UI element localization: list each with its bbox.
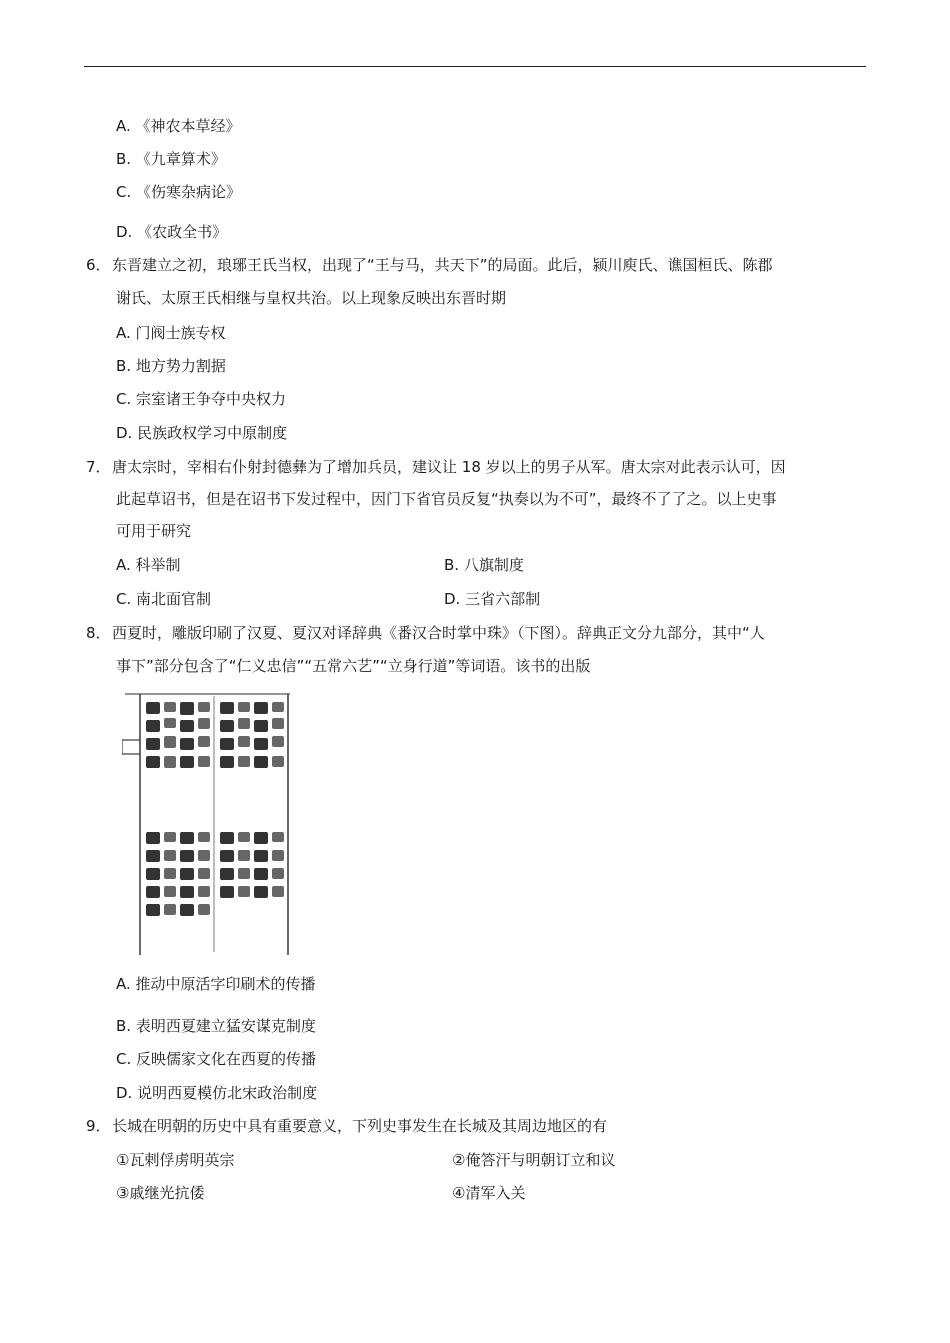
q8-option-c[interactable]: C. 反映儒家文化在西夏的传播 — [116, 1050, 317, 1068]
q6-stem-line1: 东晋建立之初，琅琊王氏当权，出现了“王与马，共天下”的局面。此后，颍川庾氏、谯国桓氏、陈郡 — [112, 256, 773, 274]
q6-option-b[interactable]: B. 地方势力割据 — [116, 357, 226, 375]
q9-number: 9． — [86, 1117, 111, 1135]
header-rule — [84, 66, 866, 67]
q5-option-c[interactable]: C. 《伤寒杂病论》 — [116, 183, 242, 201]
q8-option-a[interactable]: A. 推动中原活字印刷术的传播 — [116, 975, 316, 993]
q9-item-4: ④清军入关 — [452, 1184, 526, 1202]
q7-number: 7． — [86, 458, 111, 476]
q6-stem-line2: 谢氏、太原王氏相继与皇权共治。以上现象反映出东晋时期 — [116, 289, 507, 307]
q6-number: 6． — [86, 256, 111, 274]
dictionary-page-figure — [122, 690, 292, 958]
q5-option-b[interactable]: B. 《九章算术》 — [116, 150, 226, 168]
q5-option-d[interactable]: D. 《农政全书》 — [116, 223, 228, 241]
q9-item-2: ②俺答汗与明朝订立和议 — [452, 1151, 616, 1169]
q7-option-d[interactable]: D. 三省六部制 — [444, 590, 541, 608]
q8-stem-line2: 事下”部分包含了“仁义忠信”“五常六艺”“立身行道”等词语。该书的出版 — [116, 657, 591, 675]
q8-option-b[interactable]: B. 表明西夏建立猛安谋克制度 — [116, 1017, 316, 1035]
q7-stem-line3: 可用于研究 — [116, 522, 192, 540]
q9-stem-line1: 长城在明朝的历史中具有重要意义，下列史事发生在长城及其周边地区的有 — [112, 1117, 608, 1135]
q7-option-c[interactable]: C. 南北面官制 — [116, 590, 212, 608]
q8-stem-line1: 西夏时，雕版印刷了汉夏、夏汉对译辞典《番汉合时掌中珠》（下图）。辞典正文分九部分，其中“人 — [112, 624, 765, 642]
q7-stem-line2: 此起草诏书，但是在诏书下发过程中，因门下省官员反复“执奏以为不可”，最终不了了之。以上史事 — [116, 490, 777, 508]
q9-item-3: ③戚继光抗倭 — [116, 1184, 205, 1202]
q7-option-b[interactable]: B. 八旗制度 — [444, 556, 524, 574]
q8-option-d[interactable]: D. 说明西夏模仿北宋政治制度 — [116, 1084, 318, 1102]
q5-option-a[interactable]: A. 《神农本草经》 — [116, 117, 241, 135]
q6-option-c[interactable]: C. 宗室诸王争夺中央权力 — [116, 390, 287, 408]
q6-option-d[interactable]: D. 民族政权学习中原制度 — [116, 424, 288, 442]
q9-item-1: ①瓦剌俘虏明英宗 — [116, 1151, 235, 1169]
q7-stem-line1: 唐太宗时，宰相右仆射封德彝为了增加兵员，建议让 18 岁以上的男子从军。唐太宗对此表示认可，因 — [112, 458, 786, 476]
q8-number: 8． — [86, 624, 111, 642]
q6-option-a[interactable]: A. 门阀士族专权 — [116, 324, 226, 342]
q7-option-a[interactable]: A. 科举制 — [116, 556, 181, 574]
